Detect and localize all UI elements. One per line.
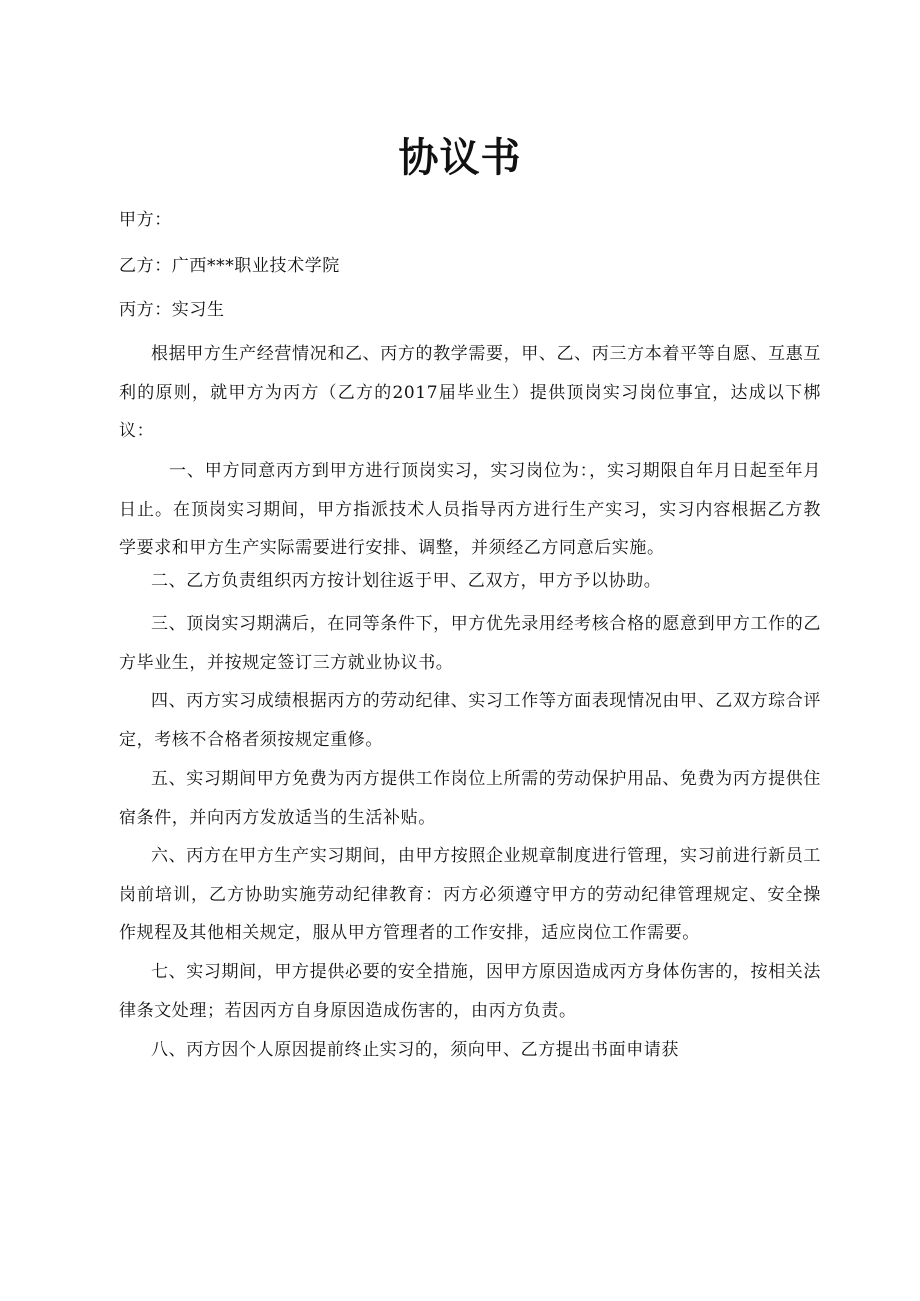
intro-paragraph: 根据甲方生产经营情况和乙、丙方的教学需要，甲、乙、丙三方本着平等自愿、互惠互利的原则，就甲方为丙方（乙方的2017届毕业生）提供顶岗实习岗位事宜，达成以下梆议： bbox=[119, 344, 821, 441]
clause-3: 三、顶岗实习期满后，在同等条件下，甲方优先录用经考核合格的愿意到甲方工作的乙方毕业生，并按规定签订三方就业协议书。 bbox=[119, 614, 821, 673]
party-a-line: 甲方： bbox=[119, 210, 172, 230]
clause-6: 六、丙方在甲方生产实习期间，由甲方按照企业规章制度进行管理，实习前进行新员工岗前培训，乙方协助实施劳动纪律教育：丙方必须遵守甲方的劳动纪律管理规定、安全操作规程及其他相关规定，服从甲方管理者的工作安排，适应岗位工作需要。 bbox=[119, 846, 821, 943]
party-b-line: 乙方：广西***职业技术学院 bbox=[119, 256, 340, 276]
clause-4: 四、丙方实习成绩根据丙方的劳动纪律、实习工作等方面表现情况由甲、乙双方琮合评定，考核不合格者须按规定重修。 bbox=[119, 691, 821, 750]
document-title: 协议书 bbox=[398, 135, 522, 181]
clause-1: 一、甲方同意丙方到甲方进行顶岗实习，实习岗位为：，实习期限自年月日起至年月日止。在顶岗实习期间，甲方指派技术人员指导丙方进行生产实习，实习内容根据乙方教学要求和甲方生产实际需要进行安排、调整，并须经乙方同意后实施。 bbox=[119, 461, 821, 558]
party-c-line: 丙方：实习生 bbox=[119, 300, 225, 320]
clause-8: 八、丙方因个人原因提前终止实习的，须向甲、乙方提出书面申请获 bbox=[151, 1040, 679, 1060]
clause-2: 二、乙方负责组织丙方按计划往返于甲、乙双方，甲方予以协助。 bbox=[151, 571, 662, 591]
clause-5: 五、实习期间甲方免费为丙方提供工作岗位上所需的劳动保护用品、免费为丙方提供住宿条件，并向丙方发放适当的生活补贴。 bbox=[119, 769, 821, 828]
clause-7: 七、实习期间，甲方提供必要的安全措施，因甲方原因造成丙方身体伤害的，按相关法律条文处理；若因丙方自身原因造成伤害的，由丙方负责。 bbox=[119, 962, 821, 1021]
